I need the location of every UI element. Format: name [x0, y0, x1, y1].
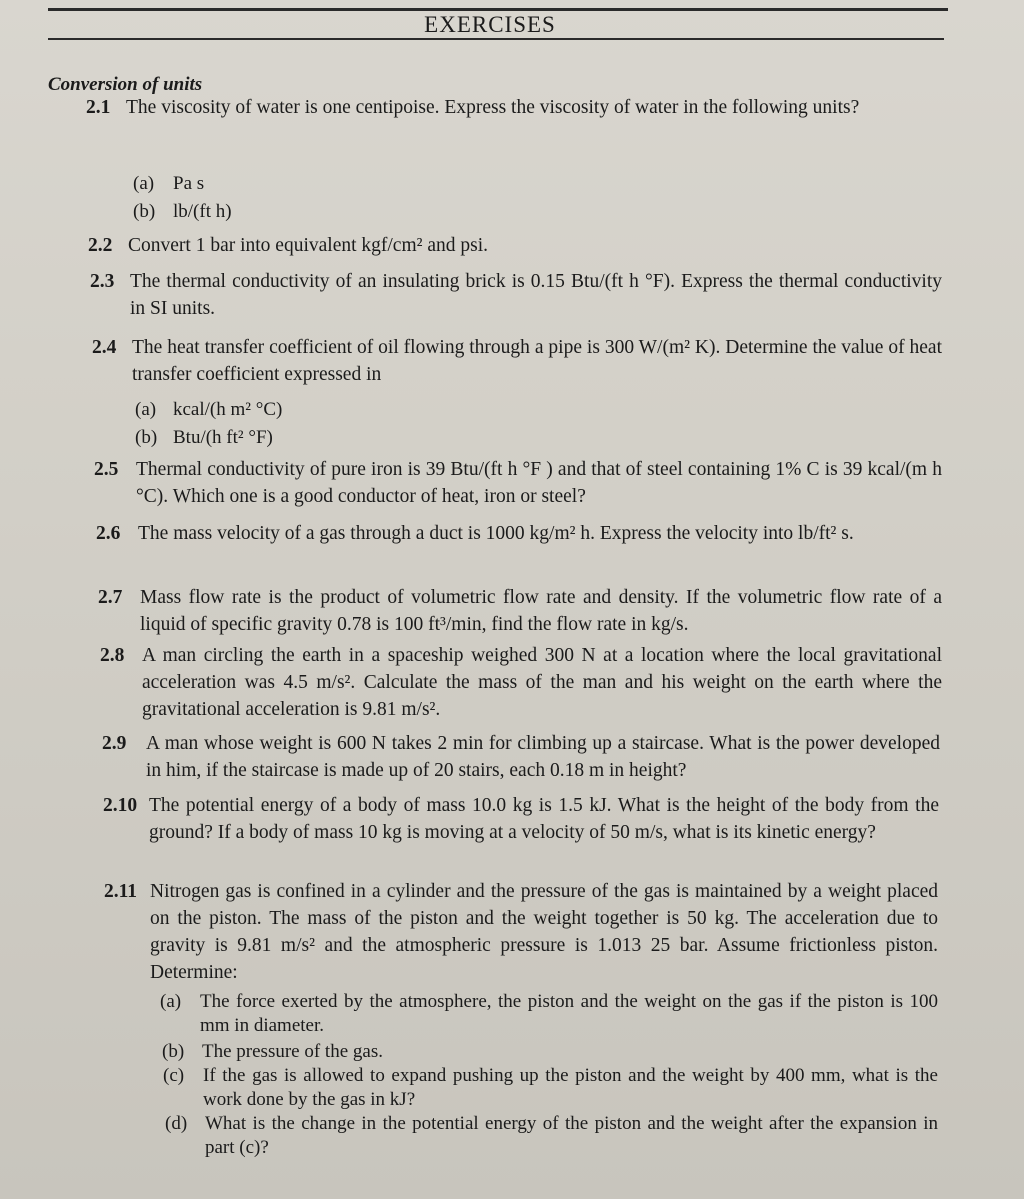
exercise-number: 2.2	[88, 235, 113, 256]
exercise-2-1-part-a	[133, 172, 733, 196]
exercise-number: 2.6	[96, 523, 121, 544]
part-text: lb/(ft h)	[173, 201, 232, 222]
exercise-2-11-part-a	[160, 990, 938, 1038]
page-title: EXERCISES	[424, 12, 556, 37]
exercise-text: The heat transfer coefficient of oil flowing through a pipe is 300 W/(m² K). Determine the value of heat transfer coefficient expressed in	[132, 337, 942, 385]
exercise-2-6	[96, 520, 942, 547]
exercise-number: 2.7	[98, 587, 123, 608]
part-text: Btu/(h ft² °F)	[173, 427, 273, 448]
exercise-number: 2.11	[104, 881, 138, 902]
exercise-2-8	[100, 642, 942, 723]
exercise-2-4	[92, 334, 942, 388]
exercise-text: Nitrogen gas is confined in a cylinder and the pressure of the gas is maintained by a weight placed on the piston. The mass of the piston and the weight together is 50 kg. The acceleration due to gravity is 9.81 m/s² and the atmospheric pressure is 1.013 25 bar. Assume frictionless piston. Determine:	[150, 881, 938, 983]
part-text: Pa s	[173, 173, 205, 194]
exercise-text: A man whose weight is 600 N takes 2 min for climbing up a staircase. What is the power developed in him, if the staircase is made up of 20 stairs, each 0.18 m in height?	[146, 733, 940, 781]
exercise-number: 2.10	[103, 795, 138, 816]
part-text: What is the change in the potential energy of the piston and the weight after the expansion in part (c)?	[205, 1113, 938, 1158]
exercise-text: The mass velocity of a gas through a duct is 1000 kg/m² h. Express the velocity into lb/ft² s.	[138, 523, 854, 544]
part-label: (b)	[162, 1041, 185, 1062]
exercise-number: 2.1	[86, 97, 111, 118]
exercise-2-2	[88, 232, 948, 259]
exercise-number: 2.5	[94, 459, 119, 480]
exercise-2-1	[86, 94, 946, 121]
part-text: If the gas is allowed to expand pushing up the piston and the weight by 400 mm, what is the work done by the gas in kJ?	[203, 1065, 938, 1110]
part-text: kcal/(h m² °C)	[173, 399, 283, 420]
exercise-text: Mass flow rate is the product of volumetric flow rate and density. If the volumetric flow rate of a liquid of specific gravity 0.78 is 100 ft³/min, find the flow rate in kg/s.	[140, 587, 942, 635]
exercise-number: 2.3	[90, 271, 115, 292]
exercise-text: The viscosity of water is one centipoise. Express the viscosity of water in the following units?	[126, 97, 860, 118]
part-text: The force exerted by the atmosphere, the piston and the weight on the gas if the piston is 100 mm in diameter.	[200, 991, 938, 1036]
exercise-number: 2.4	[92, 337, 117, 358]
exercise-2-3	[90, 268, 942, 322]
part-label: (a)	[135, 399, 157, 420]
exercise-2-11-part-b	[162, 1040, 938, 1064]
part-label: (b)	[133, 201, 156, 222]
exercise-2-4-part-a	[135, 398, 735, 422]
exercise-2-9	[102, 730, 940, 784]
exercise-text: The potential energy of a body of mass 10.0 kg is 1.5 kJ. What is the height of the body from the ground? If a body of mass 10 kg is moving at a velocity of 50 m/s, what is its kinetic energy?	[149, 795, 939, 843]
exercise-2-7	[98, 584, 942, 638]
part-label: (d)	[165, 1113, 188, 1134]
part-label: (a)	[160, 991, 182, 1012]
exercise-text: Convert 1 bar into equivalent kgf/cm² and psi.	[128, 235, 489, 256]
exercise-text: Thermal conductivity of pure iron is 39 Btu/(ft h °F ) and that of steel containing 1% C is 39 kcal/(m h °C). Which one is a good conductor of heat, iron or steel?	[136, 459, 942, 507]
part-label: (b)	[135, 427, 158, 448]
exercise-2-4-part-b	[135, 426, 735, 450]
exercise-2-11-part-d	[165, 1112, 938, 1160]
part-label: (c)	[163, 1065, 185, 1086]
part-label: (a)	[133, 173, 155, 194]
exercise-2-11-part-c	[163, 1064, 938, 1112]
exercise-number: 2.8	[100, 645, 125, 666]
section-heading: Conversion of units	[48, 74, 203, 95]
exercise-2-5	[94, 456, 942, 510]
exercise-text: A man circling the earth in a spaceship weighed 300 N at a location where the local gravitational acceleration was 4.5 m/s². Calculate the mass of the man and his weight on the earth where the gravitational acceleration is 9.81 m/s².	[142, 645, 942, 720]
exercise-2-11	[104, 878, 938, 986]
top-rule	[48, 8, 948, 11]
exercise-text: The thermal conductivity of an insulating brick is 0.15 Btu/(ft h °F). Express the thermal conductivity in SI units.	[130, 271, 942, 319]
exercise-2-10	[103, 792, 939, 846]
exercise-number: 2.9	[102, 733, 127, 754]
header-rule	[48, 38, 944, 40]
exercise-2-1-part-b	[133, 200, 733, 224]
part-text: The pressure of the gas.	[202, 1041, 383, 1062]
